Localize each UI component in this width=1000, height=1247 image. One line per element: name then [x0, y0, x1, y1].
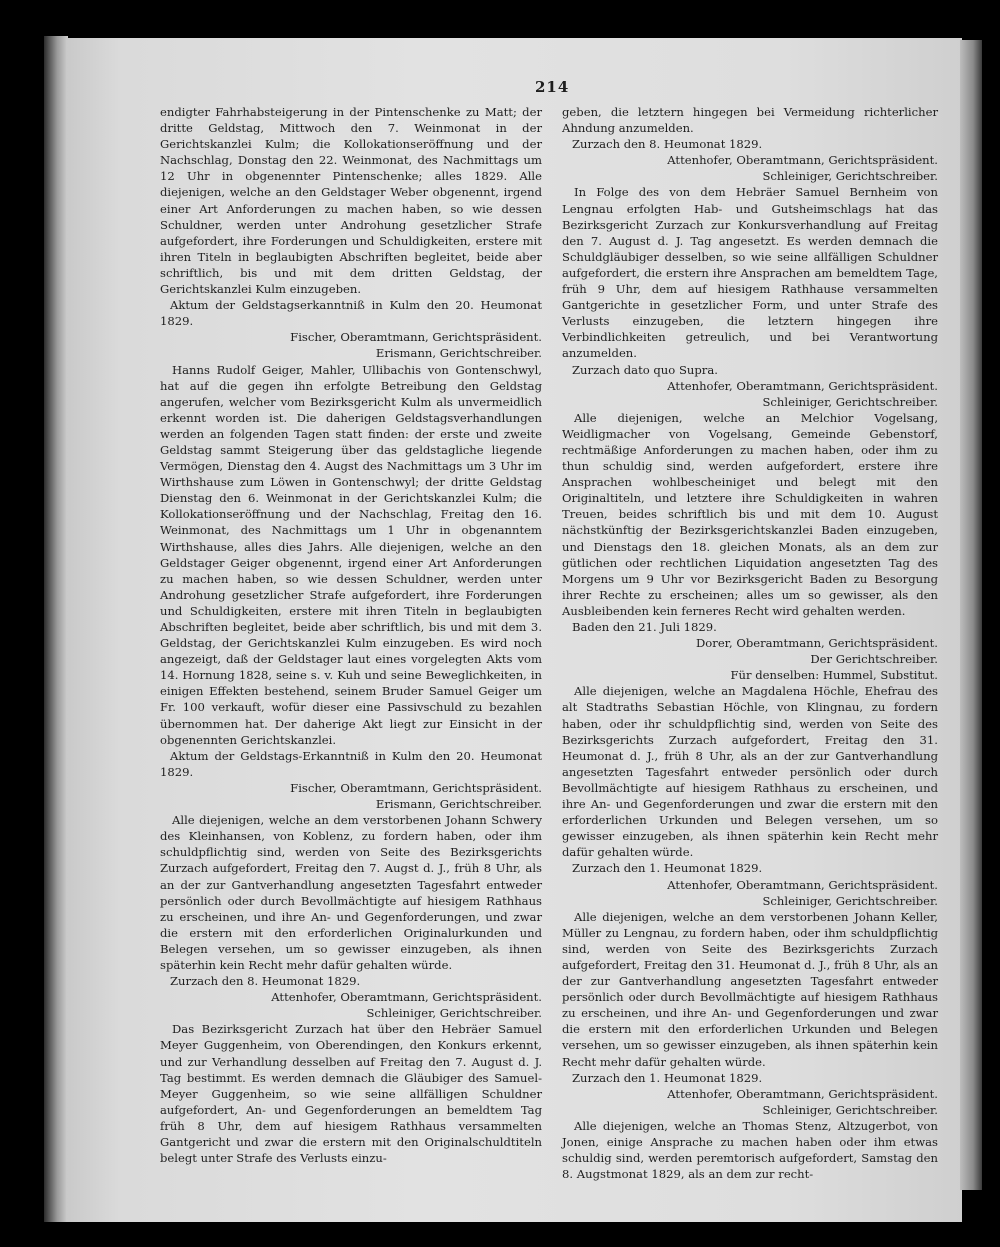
right-column	[562, 104, 938, 1182]
signature-line: Fischer, Oberamtmann, Gerichtspräsident.	[290, 780, 542, 795]
signature-line: Fischer, Oberamtmann, Gerichtspräsident.	[290, 330, 542, 345]
signature-line: Schleiniger, Gerichtschreiber.	[762, 169, 938, 184]
notice-paragraph: geben, die letztern hingegen bei Vermeidung richterlicher Ahndung anzumelden.	[562, 105, 938, 136]
notice-paragraph: Alle diejenigen, welche an dem verstorbenen Johann Schwery des Kleinhansen, von Koblenz, zu fordern haben, oder ihm schuldpflichtig sind, werden von Seite des Bezirksgerichts Zurzach aufgefordert, Freitag den 7. Augst d. J., früh 8 Uhr, als an der zur Gantverhandlung angesetzten Tagesfahrt entweder persönlich oder durch Bevollmächtigte auf hiesigem Rathhaus zu erscheinen, und ihre An- und Gegenforderungen, und zwar die erstern mit den erforderlichen Originalurkunden und Belegen versehen, um so gewisser einzugeben, als ihnen späterhin kein Recht mehr dafür gehalten würde.	[160, 813, 542, 972]
signature-line: Erismann, Gerichtschreiber.	[375, 346, 542, 361]
notice-paragraph: Alle diejenigen, welche an Thomas Stenz, Altzugerbot, von Jonen, einige Ansprache zu machen haben oder ihm etwas schuldig sind, werden peremtorisch aufgefordert, Samstag den 8. Augstmonat 1829, als an dem zur recht-	[562, 1118, 938, 1182]
notice-paragraph: Das Bezirksgericht Zurzach hat über den Hebräer Samuel Meyer Guggenheim, von Oberendingen, den Konkurs erkennt, und zur Verhandlung desselben auf Freitag den 7. August d. J. Tag bestimmt. Es werden demnach die Gläubiger des Samuel-Meyer Guggenheim, so wie seine allfälligen Schuldner aufgefordert, An- und Gegenforderungen an bemeldtem Tag früh 8 Uhr, dem auf hiesigem Rathhaus versammelten Gantgericht und zwar die erstern mit den Originalschuldtiteln belegt unter Strafe des Verlusts einzu-	[160, 1022, 542, 1166]
notice-paragraph: Alle diejenigen, welche an Melchior Vogelsang, Weidligmacher von Vogelsang, Gemeinde Gebenstorf, rechtmäßige Anforderungen zu machen haben, oder ihm zu thun schuldig sind, werden aufgefordert, erstere ihre Ansprachen wohlbescheiniget und belegt mit den Originaltiteln, und letztere ihre Schuldigkeiten in wahren Treuen, beides schriftlich bis und mit dem 10. August nächstkünftig der Bezirksgerichtskanzlei Baden einzugeben, und Dienstags den 18. gleichen Monats, als an dem zur gütlichen oder rechtlichen Liquidation angesetzten Tag des Morgens um 9 Uhr vor Bezirksgericht Baden zu Besorgung ihrer Rechte zu erscheinen; alles um so gewisser, als den Ausbleibenden kein ferneres Recht wird gehalten werden.	[562, 410, 938, 618]
signature-line: Erismann, Gerichtschreiber.	[375, 797, 542, 812]
signature-line: Attenhofer, Oberamtmann, Gerichtspräsident.	[271, 990, 542, 1005]
signature-line: Schleiniger, Gerichtschreiber.	[762, 893, 938, 908]
notice-paragraph: In Folge des von dem Hebräer Samuel Bernheim von Lengnau erfolgten Hab- und Gutsheimschlags hat das Bezirksgericht Zurzach zur Konkursverhandlung auf Freitag den 7. August d. J. Tag angesetzt. Es werden demnach die Schuldgläubiger desselben, so wie seine allfälligen Schuldner aufgefordert, die erstern ihre Ansprachen am bemeldtem Tage, früh 9 Uhr, dem auf hiesigem Rathhause versammelten Gantgerichte in gesetzlicher Form, und unter Strafe des Verlusts einzugeben, die letztern hingegen ihre Verbindlichkeiten getreulich, und bei Verantwortung anzumelden.	[562, 185, 938, 361]
dateline: Aktum der Geldstags-Erkanntniß in Kulm den 20. Heumonat 1829.	[160, 748, 542, 779]
dateline: Zurzach den 1. Heumonat 1829.	[572, 861, 763, 876]
signature-line: Der Gerichtschreiber.	[810, 652, 938, 667]
dateline: Baden den 21. Juli 1829.	[572, 620, 717, 634]
notice-paragraph: Alle diejenigen, welche an Magdalena Höchle, Ehefrau des alt Stadtraths Sebastian Höchle, von Klingnau, zu fordern haben, oder ihr schuldpflichtig sind, werden von Seite des Bezirksgerichts Zurzach aufgefordert, Freitag den 31. Heumonat d. J., früh 8 Uhr, als an der zur Gantverhandlung angesetzten Tagesfahrt entweder persönlich oder durch Bevollmächtigte auf hiesigem Rathhaus zu erscheinen, und ihre An- und Gegenforderungen und zwar die erstern mit den erforderlichen Urkunden und Belegen versehen, um so gewisser einzugeben, als ihnen späterhin kein Recht mehr dafür gehalten würde.	[562, 684, 938, 860]
page-edge	[960, 40, 982, 1190]
signature-line: Attenhofer, Oberamtmann, Gerichtspräsident.	[667, 1086, 938, 1101]
notice-paragraph: Hanns Rudolf Geiger, Mahler, Ullibachis von Gontenschwyl, hat auf die gegen ihn erfolgte Betreibung den Geldstag angerufen, welcher vom Bezirksgericht Kulm als unvermeidlich erkennt worden ist. Die daherigen Geldstagsverhandlungen werden an folgenden Tagen statt finden: der erste und zweite Geldstag sammt Steigerung über das geldstagliche liegende Vermögen, Dienstag den 4. Augst des Nachmittags um 3 Uhr im Wirthshause zum Löwen in Gontenschwyl; der dritte Geldstag Dienstag den 6. Weinmonat in der Gerichtskanzlei Kulm; die Kollokationseröffnung und der Nachschlag, Freitag den 16. Weinmonat, des Nachmittags um 1 Uhr in obgenanntem Wirthshause, alles dies Jahrs. Alle diejenigen, welche an den Geldstager Geiger obgenennt, irgend einer Art Anforderungen zu machen haben, so wie dessen Schuldner, werden unter Androhung gesetzlicher Strafe aufgefordert, ihre Forderungen und Schuldigkeiten, erstere mit ihren Titeln in beglaubigten Abschriften begleitet, beide aber schriftlich, bis und mit dem 3. Geldstag, der Gerichtskanzlei Kulm einzugeben. Es wird noch angezeigt, daß der Geldstager laut eines vorgelegten Akts vom 14. Hornung 1828, seine s. v. Kuh und seine Beweglichkeiten, in einigen Effekten bestehend, seinem Bruder Samuel Geiger um Fr. 100 verkauft, wofür dieser eine Passivschuld zu bezahlen übernommen hat. Der daherige Akt liegt zur Einsicht in der obgenennten Gerichtskanzlei.	[160, 362, 542, 747]
dateline: Zurzach dato quo Supra.	[572, 362, 718, 377]
dateline: Aktum der Geldstagserkanntniß in Kulm den 20. Heumonat 1829.	[160, 298, 542, 329]
notice-paragraph: endigter Fahrhabsteigerung in der Pintenschenke zu Matt; der dritte Geldstag, Mittwoch den 7. Weinmonat in der Gerichtskanzlei Kulm; die Kollokationseröffnung und der Nachschlag, Donstag den 22. Weinmonat, des Nachmittags um 12 Uhr in obgenennter Pintenschenke; alles 1829. Alle diejenigen, welche an den Geldstager Weber obgenennt, irgend einer Art Anforderungen zu machen haben, so wie dessen Schuldner, werden unter Androhung gesetzlicher Strafe aufgefordert, ihre Forderungen und Schuldigkeiten, erstere mit ihren Titeln in beglaubigten Abschriften begleitet, beide aber schriftlich, bis und mit dem dritten Geldstag, der Gerichtskanzlei Kulm einzugeben.	[160, 105, 542, 297]
signature-line: Attenhofer, Oberamtmann, Gerichtspräsident.	[667, 378, 938, 393]
left-column	[160, 104, 542, 1166]
signature-line: Schleiniger, Gerichtschreiber.	[762, 1102, 938, 1117]
dateline: Zurzach den 8. Heumonat 1829.	[170, 974, 361, 989]
signature-line: Für denselben: Hummel, Substitut.	[730, 668, 938, 683]
signature-line: Schleiniger, Gerichtschreiber.	[366, 1006, 542, 1021]
signature-line: Attenhofer, Oberamtmann, Gerichtspräsident.	[667, 877, 938, 892]
signature-line: Dorer, Oberamtmann, Gerichtspräsident.	[696, 636, 938, 651]
notice-paragraph: Alle diejenigen, welche an dem verstorbenen Johann Keller, Müller zu Lengnau, zu fordern haben, oder ihm schuldpflichtig sind, werden von Seite des Bezirksgerichts Zurzach aufgefordert, Freitag den 31. Heumonat d. J., früh 8 Uhr, als an der zur Gantverhandlung angesetzten Tagesfahrt entweder persönlich oder durch Bevollmächtigte auf hiesigem Rathhaus zu erscheinen, und ihre An- und Gegenforderungen und zwar die erstern mit den erforderlichen Urkunden und Belegen versehen, um so gewisser einzugeben, als ihnen späterhin kein Recht mehr dafür gehalten würde.	[562, 909, 938, 1069]
dateline: Zurzach den 8. Heumonat 1829.	[572, 137, 763, 152]
signature-line: Schleiniger, Gerichtschreiber.	[762, 394, 938, 409]
signature-line: Attenhofer, Oberamtmann, Gerichtspräsident.	[667, 153, 938, 168]
page-number: 214	[535, 78, 570, 96]
binding-shadow	[44, 36, 68, 1222]
dateline: Zurzach den 1. Heumonat 1829.	[572, 1070, 763, 1085]
